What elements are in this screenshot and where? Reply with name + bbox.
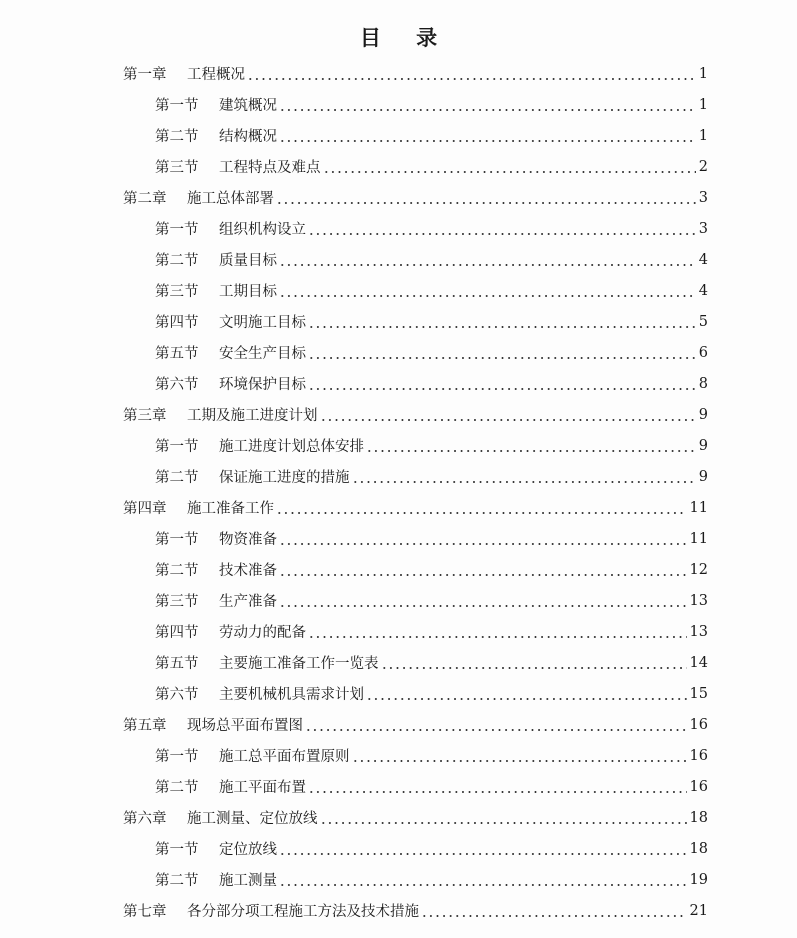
dot-leader <box>323 161 696 173</box>
toc-entry[interactable] <box>0 864 797 895</box>
toc-entry-page: 3 <box>698 189 708 206</box>
toc-entry-name: 物资准备 <box>219 532 277 548</box>
dot-leader <box>308 378 696 390</box>
dot-leader <box>381 657 687 669</box>
toc-entry-label: 第七章 <box>123 904 167 920</box>
toc-entry[interactable] <box>0 213 797 244</box>
toc-entry[interactable] <box>0 740 797 771</box>
toc-entry-label: 第一节 <box>155 749 199 765</box>
toc-entry-page: 12 <box>689 561 708 578</box>
toc-entry-label: 第五节 <box>155 346 199 362</box>
dot-leader <box>308 316 696 328</box>
toc-entry-name: 生产准备 <box>219 594 277 610</box>
toc-entry[interactable] <box>0 399 797 430</box>
toc-entry[interactable] <box>0 120 797 151</box>
toc-entry-label: 第二节 <box>155 563 199 579</box>
toc-entry[interactable] <box>0 58 797 89</box>
toc-entry[interactable] <box>0 895 797 926</box>
toc-entry[interactable] <box>0 275 797 306</box>
toc-entry-name: 施工总平面布置原则 <box>219 749 350 765</box>
toc-entry-page: 5 <box>698 313 708 330</box>
toc-entry-label: 第二节 <box>155 470 199 486</box>
toc-entry-label: 第二章 <box>123 191 167 207</box>
toc-entry-page: 1 <box>698 127 708 144</box>
toc-entry[interactable] <box>0 461 797 492</box>
toc-entry[interactable] <box>0 306 797 337</box>
toc-entry-label: 第六节 <box>155 377 199 393</box>
toc-entry-name: 施工测量、定位放线 <box>187 811 318 827</box>
dot-leader <box>320 812 687 824</box>
toc-entry-page: 9 <box>698 468 708 485</box>
dot-leader <box>276 502 687 514</box>
toc-entry[interactable] <box>0 89 797 120</box>
dot-leader <box>352 750 687 762</box>
toc-entry-page: 9 <box>698 437 708 454</box>
dot-leader <box>247 68 696 80</box>
toc-entry-label: 第二节 <box>155 873 199 889</box>
toc-entry[interactable] <box>0 337 797 368</box>
toc-entry-name: 施工总体部署 <box>187 191 274 207</box>
toc-entry-label: 第一节 <box>155 222 199 238</box>
dot-leader <box>279 130 696 142</box>
dot-leader <box>308 347 696 359</box>
toc-entry-label: 第四节 <box>155 625 199 641</box>
toc-entry-page: 6 <box>698 344 708 361</box>
toc-entry[interactable] <box>0 182 797 213</box>
dot-leader <box>279 285 696 297</box>
toc-entry-label: 第四章 <box>123 501 167 517</box>
toc-entry-page: 1 <box>698 96 708 113</box>
dot-leader <box>279 874 687 886</box>
toc-entry-name: 主要机械机具需求计划 <box>219 687 364 703</box>
toc-entry-name: 文明施工目标 <box>219 315 306 331</box>
toc-entry-name: 施工准备工作 <box>187 501 274 517</box>
dot-leader <box>279 843 687 855</box>
toc-entry-page: 13 <box>689 623 708 640</box>
toc-entry-label: 第一节 <box>155 842 199 858</box>
toc-entry-label: 第二节 <box>155 129 199 145</box>
dot-leader <box>305 719 687 731</box>
toc-entry-label: 第一节 <box>155 532 199 548</box>
toc-entry-label: 第二节 <box>155 253 199 269</box>
toc-entry-page: 4 <box>698 251 708 268</box>
dot-leader <box>279 564 687 576</box>
toc-entry[interactable] <box>0 647 797 678</box>
dot-leader <box>276 192 696 204</box>
toc-entry-page: 19 <box>689 871 708 888</box>
toc-entry[interactable] <box>0 244 797 275</box>
toc-entry-label: 第三节 <box>155 594 199 610</box>
toc-entry-label: 第六章 <box>123 811 167 827</box>
toc-entry-page: 9 <box>698 406 708 423</box>
toc-entry-name: 劳动力的配备 <box>219 625 306 641</box>
toc-entry-name: 现场总平面布置图 <box>187 718 303 734</box>
toc-entry-page: 18 <box>689 840 708 857</box>
dot-leader <box>279 533 687 545</box>
toc-entry-name: 保证施工进度的措施 <box>219 470 350 486</box>
table-of-contents <box>0 58 797 926</box>
toc-entry[interactable] <box>0 151 797 182</box>
toc-entry-page: 11 <box>689 499 708 516</box>
toc-entry-name: 环境保护目标 <box>219 377 306 393</box>
toc-entry-name: 组织机构设立 <box>219 222 306 238</box>
dot-leader <box>320 409 696 421</box>
toc-entry[interactable] <box>0 833 797 864</box>
toc-entry-name: 施工测量 <box>219 873 277 889</box>
toc-entry-page: 15 <box>689 685 708 702</box>
toc-entry-name: 安全生产目标 <box>219 346 306 362</box>
toc-entry[interactable] <box>0 771 797 802</box>
dot-leader <box>366 440 696 452</box>
toc-entry-label: 第六节 <box>155 687 199 703</box>
toc-entry-page: 16 <box>689 747 708 764</box>
toc-entry-name: 各分部分项工程施工方法及技术措施 <box>187 904 419 920</box>
toc-entry-page: 2 <box>698 158 708 175</box>
toc-entry[interactable] <box>0 585 797 616</box>
toc-entry-name: 工期目标 <box>219 284 277 300</box>
toc-entry-name: 技术准备 <box>219 563 277 579</box>
dot-leader <box>279 595 687 607</box>
toc-entry-name: 建筑概况 <box>219 98 277 114</box>
toc-entry-page: 14 <box>689 654 708 671</box>
dot-leader <box>279 99 696 111</box>
toc-entry[interactable] <box>0 678 797 709</box>
toc-entry-name: 质量目标 <box>219 253 277 269</box>
dot-leader <box>308 223 696 235</box>
toc-entry-name: 施工进度计划总体安排 <box>219 439 364 455</box>
toc-entry-label: 第三章 <box>123 408 167 424</box>
toc-entry-label: 第二节 <box>155 780 199 796</box>
toc-entry-page: 1 <box>698 65 708 82</box>
dot-leader <box>352 471 696 483</box>
toc-title: 目 录 <box>359 25 452 50</box>
toc-entry[interactable] <box>0 554 797 585</box>
toc-entry-name: 定位放线 <box>219 842 277 858</box>
dot-leader <box>308 626 687 638</box>
toc-entry-page: 3 <box>698 220 708 237</box>
toc-entry[interactable] <box>0 616 797 647</box>
toc-entry-label: 第四节 <box>155 315 199 331</box>
toc-entry-page: 16 <box>689 716 708 733</box>
toc-entry-label: 第三节 <box>155 284 199 300</box>
toc-entry-name: 主要施工准备工作一览表 <box>219 656 379 672</box>
toc-entry-name: 工程概况 <box>187 67 245 83</box>
toc-entry-label: 第五节 <box>155 656 199 672</box>
toc-entry-label: 第一节 <box>155 439 199 455</box>
toc-entry[interactable] <box>0 709 797 740</box>
toc-entry-label: 第三节 <box>155 160 199 176</box>
toc-entry-name: 工期及施工进度计划 <box>187 408 318 424</box>
toc-entry[interactable] <box>0 523 797 554</box>
toc-entry-page: 21 <box>689 902 708 919</box>
toc-entry-page: 18 <box>689 809 708 826</box>
toc-entry[interactable] <box>0 492 797 523</box>
toc-entry-label: 第一章 <box>123 67 167 83</box>
toc-entry-page: 13 <box>689 592 708 609</box>
toc-entry[interactable] <box>0 430 797 461</box>
dot-leader <box>279 254 696 266</box>
toc-entry-label: 第一节 <box>155 98 199 114</box>
toc-entry[interactable] <box>0 368 797 399</box>
toc-entry[interactable] <box>0 802 797 833</box>
toc-entry-name: 施工平面布置 <box>219 780 306 796</box>
dot-leader <box>421 905 687 917</box>
toc-entry-name: 结构概况 <box>219 129 277 145</box>
toc-entry-page: 11 <box>689 530 708 547</box>
toc-entry-page: 8 <box>698 375 708 392</box>
toc-entry-name: 工程特点及难点 <box>219 160 321 176</box>
toc-entry-page: 16 <box>689 778 708 795</box>
dot-leader <box>308 781 687 793</box>
toc-entry-page: 4 <box>698 282 708 299</box>
dot-leader <box>366 688 687 700</box>
toc-entry-label: 第五章 <box>123 718 167 734</box>
